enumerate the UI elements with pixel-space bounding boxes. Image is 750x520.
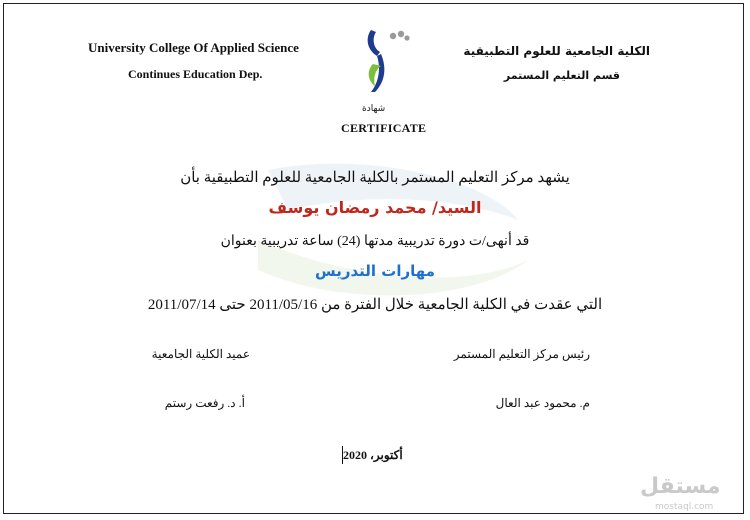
issue-date: أكتوبر، 2020 xyxy=(343,448,403,462)
dean-name: أ. د. رفعت رستم xyxy=(164,396,245,410)
arabic-college-name: الكلية الجامعية للعلوم التطبيقية xyxy=(463,44,650,58)
dean-title: عميد الكلية الجامعية xyxy=(151,347,250,361)
english-department-name: Continues Education Dep. xyxy=(128,67,263,81)
recipient-name: السيد/ محمد رمضان يوسف xyxy=(268,198,482,217)
mostaql-watermark: مستقل xyxy=(640,474,721,499)
certificate-label-arabic: شهادة xyxy=(362,104,386,114)
certification-intro: يشهد مركز التعليم المستمر بالكلية الجامعية للعلوم التطبيقية بأن xyxy=(180,170,570,186)
course-title: مهارات التدريس xyxy=(315,262,435,280)
certificate-label-english: CERTIFICATE xyxy=(341,121,427,135)
mostaql-watermark-url: mostaql.com xyxy=(655,502,714,512)
center-head-title: رئيس مركز التعليم المستمر xyxy=(453,347,590,361)
course-period: التي عقدت في الكلية الجامعية خلال الفترة من 2011/05/16 حتى 2011/07/14 xyxy=(147,297,603,313)
course-completion-statement: قد أنهى/ت دورة تدريبية مدتها (24) ساعة تدريبية بعنوان xyxy=(220,234,530,249)
center-head-name: م. محمود عبد العال xyxy=(495,396,590,410)
college-logo-icon xyxy=(357,24,412,96)
arabic-department-name: قسم التعليم المستمر xyxy=(503,69,620,82)
english-college-name: University College Of Applied Science xyxy=(88,40,299,55)
